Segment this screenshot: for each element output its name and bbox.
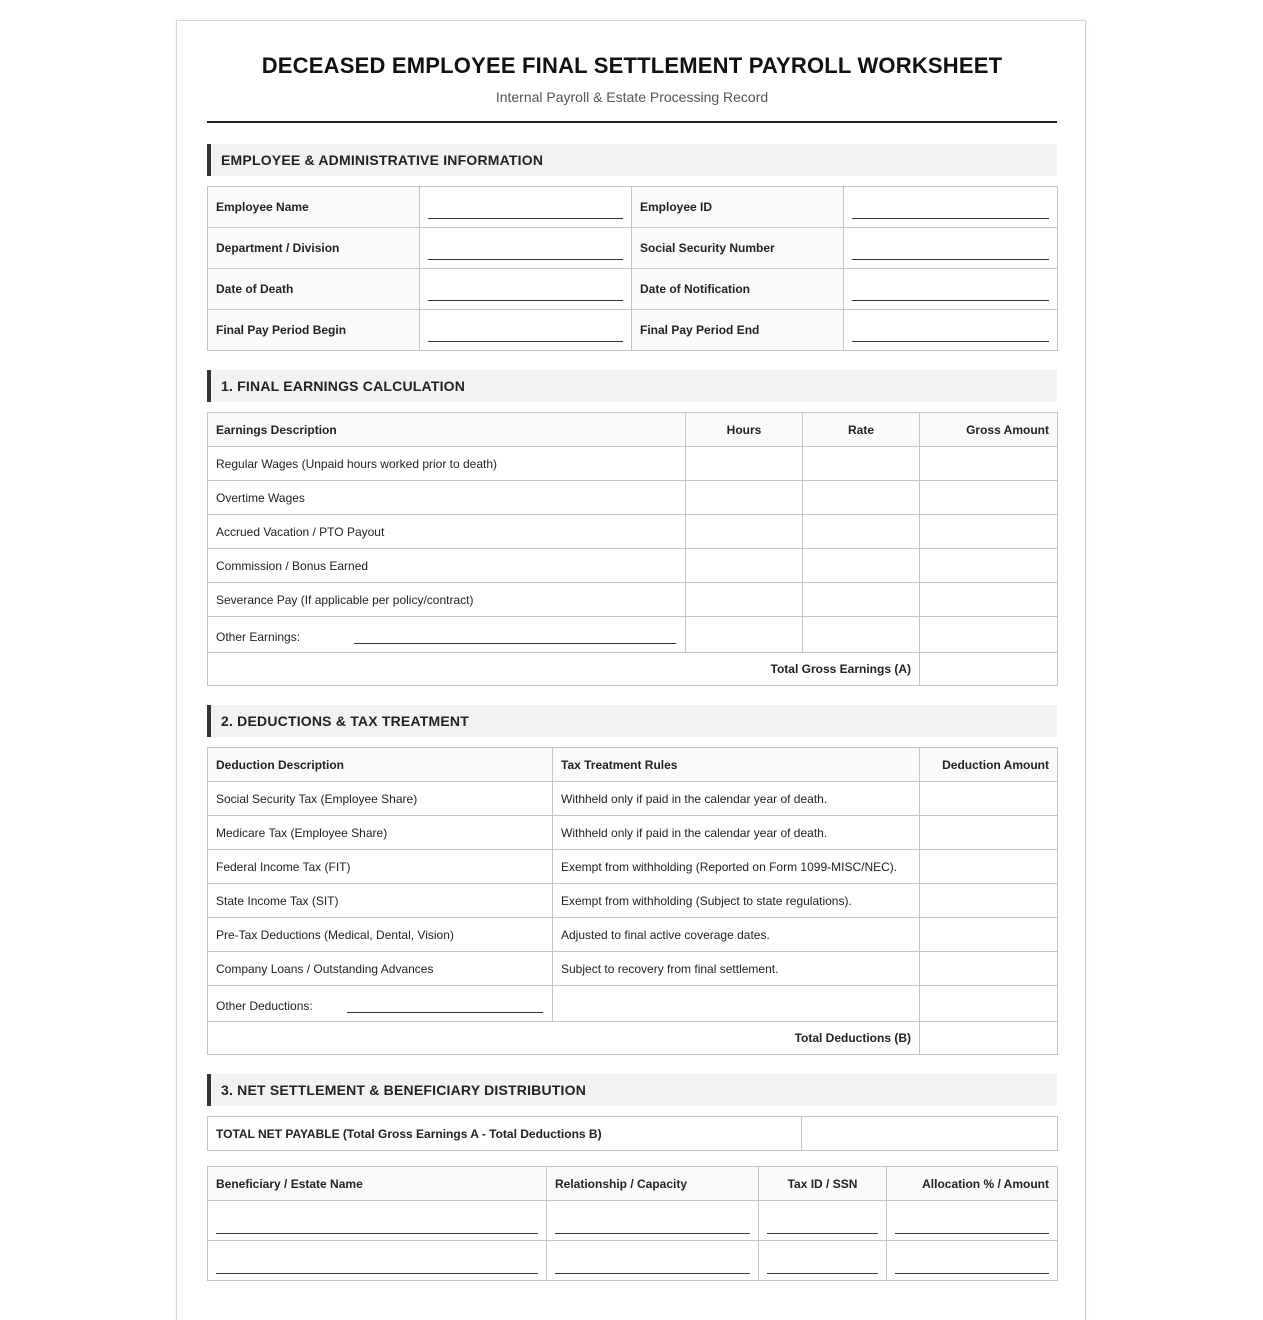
relationship-header: Relationship / Capacity bbox=[547, 1167, 759, 1201]
tax-rule-text: Withheld only if paid in the calendar year of death. bbox=[553, 816, 920, 850]
date-of-notification-cell bbox=[844, 269, 1058, 310]
employee-name-field[interactable] bbox=[428, 202, 623, 219]
employee-id-cell bbox=[844, 187, 1058, 228]
tax-id-header: Tax ID / SSN bbox=[759, 1167, 887, 1201]
relationship-cell bbox=[547, 1201, 759, 1241]
tax-id-cell bbox=[759, 1201, 887, 1241]
beneficiary-name-header: Beneficiary / Estate Name bbox=[208, 1167, 547, 1201]
table-row bbox=[208, 782, 1058, 816]
gross-amount-cell[interactable] bbox=[920, 447, 1058, 481]
tax-rule-cell bbox=[553, 986, 920, 1022]
gross-amount-cell[interactable] bbox=[920, 617, 1058, 653]
total-deductions-label: Total Deductions (B) bbox=[208, 1022, 920, 1055]
earnings-row-label: Severance Pay (If applicable per policy/contract) bbox=[208, 583, 686, 617]
other-earnings-label: Other Earnings: bbox=[216, 630, 301, 644]
period-end-cell bbox=[844, 310, 1058, 351]
earnings-table bbox=[207, 412, 1058, 686]
worksheet-page bbox=[176, 20, 1086, 1320]
table-header-row bbox=[208, 413, 1058, 447]
table-row bbox=[208, 481, 1058, 515]
ssn-label: Social Security Number bbox=[632, 228, 844, 269]
net-payable-label: TOTAL NET PAYABLE (Total Gross Earnings A - Total Deductions B) bbox=[208, 1117, 802, 1151]
allocation-cell bbox=[887, 1201, 1058, 1241]
tax-rule-text: Adjusted to final active coverage dates. bbox=[553, 918, 920, 952]
deduction-amount-cell[interactable] bbox=[920, 816, 1058, 850]
deductions-table bbox=[207, 747, 1058, 1055]
beneficiary-name-cell bbox=[208, 1201, 547, 1241]
department-field[interactable] bbox=[428, 243, 623, 260]
table-row bbox=[208, 269, 1058, 310]
beneficiary-name-field[interactable] bbox=[216, 1217, 538, 1234]
deduction-row-label: Company Loans / Outstanding Advances bbox=[208, 952, 553, 986]
ssn-field[interactable] bbox=[852, 243, 1049, 260]
table-row bbox=[208, 228, 1058, 269]
employee-info-table bbox=[207, 186, 1058, 351]
deduction-amount-header: Deduction Amount bbox=[920, 748, 1058, 782]
allocation-header: Allocation % / Amount bbox=[887, 1167, 1058, 1201]
deduction-row-label: Federal Income Tax (FIT) bbox=[208, 850, 553, 884]
allocation-cell bbox=[887, 1241, 1058, 1281]
table-row bbox=[208, 617, 1058, 653]
gross-amount-cell[interactable] bbox=[920, 583, 1058, 617]
gross-amount-cell[interactable] bbox=[920, 515, 1058, 549]
table-row bbox=[208, 1241, 1058, 1281]
employee-id-field[interactable] bbox=[852, 202, 1049, 219]
allocation-field[interactable] bbox=[895, 1217, 1049, 1234]
table-row bbox=[208, 187, 1058, 228]
gross-amount-cell[interactable] bbox=[920, 549, 1058, 583]
hours-cell[interactable] bbox=[686, 481, 803, 515]
table-row bbox=[208, 986, 1058, 1022]
deduction-row-label: Medicare Tax (Employee Share) bbox=[208, 816, 553, 850]
section-heading-earnings: 1. FINAL EARNINGS CALCULATION bbox=[207, 370, 1057, 402]
tax-rule-text: Withheld only if paid in the calendar year of death. bbox=[553, 782, 920, 816]
beneficiary-table bbox=[207, 1166, 1058, 1281]
beneficiary-name-cell bbox=[208, 1241, 547, 1281]
tax-id-field[interactable] bbox=[767, 1217, 878, 1234]
employee-id-label: Employee ID bbox=[632, 187, 844, 228]
tax-rule-text: Subject to recovery from final settlement. bbox=[553, 952, 920, 986]
page-subtitle: Internal Payroll & Estate Processing Record bbox=[495, 89, 769, 105]
department-label: Department / Division bbox=[208, 228, 420, 269]
tax-rule-text: Exempt from withholding (Subject to state regulations). bbox=[553, 884, 920, 918]
rate-cell[interactable] bbox=[803, 481, 920, 515]
rate-cell[interactable] bbox=[803, 515, 920, 549]
tax-id-field[interactable] bbox=[767, 1257, 878, 1274]
net-payable-table bbox=[207, 1116, 1058, 1151]
rate-cell[interactable] bbox=[803, 447, 920, 481]
deduction-row-label: State Income Tax (SIT) bbox=[208, 884, 553, 918]
table-row bbox=[208, 583, 1058, 617]
deduction-amount-cell[interactable] bbox=[920, 986, 1058, 1022]
deduction-description-header: Deduction Description bbox=[208, 748, 553, 782]
date-of-death-field[interactable] bbox=[428, 284, 623, 301]
rate-cell[interactable] bbox=[803, 549, 920, 583]
beneficiary-name-field[interactable] bbox=[216, 1257, 538, 1274]
table-row bbox=[208, 447, 1058, 481]
tax-id-cell bbox=[759, 1241, 887, 1281]
net-payable-cell[interactable] bbox=[802, 1117, 1058, 1151]
deduction-row-label: Social Security Tax (Employee Share) bbox=[208, 782, 553, 816]
table-row bbox=[208, 653, 1058, 686]
tax-rule-text: Exempt from withholding (Reported on Form 1099-MISC/NEC). bbox=[553, 850, 920, 884]
deduction-amount-cell[interactable] bbox=[920, 782, 1058, 816]
employee-name-cell bbox=[420, 187, 632, 228]
table-row bbox=[208, 515, 1058, 549]
relationship-cell bbox=[547, 1241, 759, 1281]
rate-cell[interactable] bbox=[803, 583, 920, 617]
hours-cell[interactable] bbox=[686, 515, 803, 549]
deduction-amount-cell[interactable] bbox=[920, 884, 1058, 918]
other-earnings-cell bbox=[208, 617, 686, 653]
earnings-description-header: Earnings Description bbox=[208, 413, 686, 447]
date-of-notification-field[interactable] bbox=[852, 284, 1049, 301]
earnings-row-label: Commission / Bonus Earned bbox=[208, 549, 686, 583]
section-heading-net-settlement: 3. NET SETTLEMENT & BENEFICIARY DISTRIBUTION bbox=[207, 1074, 1057, 1106]
period-end-field[interactable] bbox=[852, 325, 1049, 342]
rate-header: Rate bbox=[803, 413, 920, 447]
table-row bbox=[208, 884, 1058, 918]
hours-cell[interactable] bbox=[686, 447, 803, 481]
total-deductions-cell[interactable] bbox=[920, 1022, 1058, 1055]
ssn-cell bbox=[844, 228, 1058, 269]
earnings-row-label: Accrued Vacation / PTO Payout bbox=[208, 515, 686, 549]
deduction-row-label: Pre-Tax Deductions (Medical, Dental, Vision) bbox=[208, 918, 553, 952]
gross-amount-header: Gross Amount bbox=[920, 413, 1058, 447]
table-header-row bbox=[208, 748, 1058, 782]
table-row bbox=[208, 952, 1058, 986]
rate-cell[interactable] bbox=[803, 617, 920, 653]
title-divider bbox=[207, 121, 1057, 123]
table-row bbox=[208, 918, 1058, 952]
table-row bbox=[208, 310, 1058, 351]
other-deductions-label: Other Deductions: bbox=[216, 999, 313, 1013]
total-gross-cell[interactable] bbox=[920, 653, 1058, 686]
earnings-row-label: Regular Wages (Unpaid hours worked prior to death) bbox=[208, 447, 686, 481]
section-heading-deductions: 2. DEDUCTIONS & TAX TREATMENT bbox=[207, 705, 1057, 737]
hours-cell[interactable] bbox=[686, 583, 803, 617]
date-of-death-label: Date of Death bbox=[208, 269, 420, 310]
relationship-field[interactable] bbox=[555, 1217, 750, 1234]
table-row bbox=[208, 549, 1058, 583]
deduction-amount-cell[interactable] bbox=[920, 918, 1058, 952]
period-begin-cell bbox=[420, 310, 632, 351]
allocation-field[interactable] bbox=[895, 1257, 1049, 1274]
other-deductions-field[interactable] bbox=[347, 994, 543, 1013]
gross-amount-cell[interactable] bbox=[920, 481, 1058, 515]
employee-name-label: Employee Name bbox=[208, 187, 420, 228]
other-deductions-cell bbox=[208, 986, 553, 1022]
deduction-amount-cell[interactable] bbox=[920, 952, 1058, 986]
table-row bbox=[208, 816, 1058, 850]
earnings-row-label: Overtime Wages bbox=[208, 481, 686, 515]
hours-cell[interactable] bbox=[686, 617, 803, 653]
page-title: DECEASED EMPLOYEE FINAL SETTLEMENT PAYROLL WORKSHEET bbox=[261, 53, 1003, 78]
table-row bbox=[208, 850, 1058, 884]
deduction-amount-cell[interactable] bbox=[920, 850, 1058, 884]
section-heading-employee-info: EMPLOYEE & ADMINISTRATIVE INFORMATION bbox=[207, 144, 1057, 176]
period-begin-label: Final Pay Period Begin bbox=[208, 310, 420, 351]
table-header-row bbox=[208, 1167, 1058, 1201]
table-row bbox=[208, 1117, 1058, 1151]
date-of-death-cell bbox=[420, 269, 632, 310]
period-end-label: Final Pay Period End bbox=[632, 310, 844, 351]
department-cell bbox=[420, 228, 632, 269]
table-row bbox=[208, 1201, 1058, 1241]
other-earnings-field[interactable] bbox=[354, 625, 676, 644]
hours-cell[interactable] bbox=[686, 549, 803, 583]
tax-treatment-header: Tax Treatment Rules bbox=[553, 748, 920, 782]
date-of-notification-label: Date of Notification bbox=[632, 269, 844, 310]
relationship-field[interactable] bbox=[555, 1257, 750, 1274]
period-begin-field[interactable] bbox=[428, 325, 623, 342]
total-gross-label: Total Gross Earnings (A) bbox=[208, 653, 920, 686]
table-row bbox=[208, 1022, 1058, 1055]
hours-header: Hours bbox=[686, 413, 803, 447]
